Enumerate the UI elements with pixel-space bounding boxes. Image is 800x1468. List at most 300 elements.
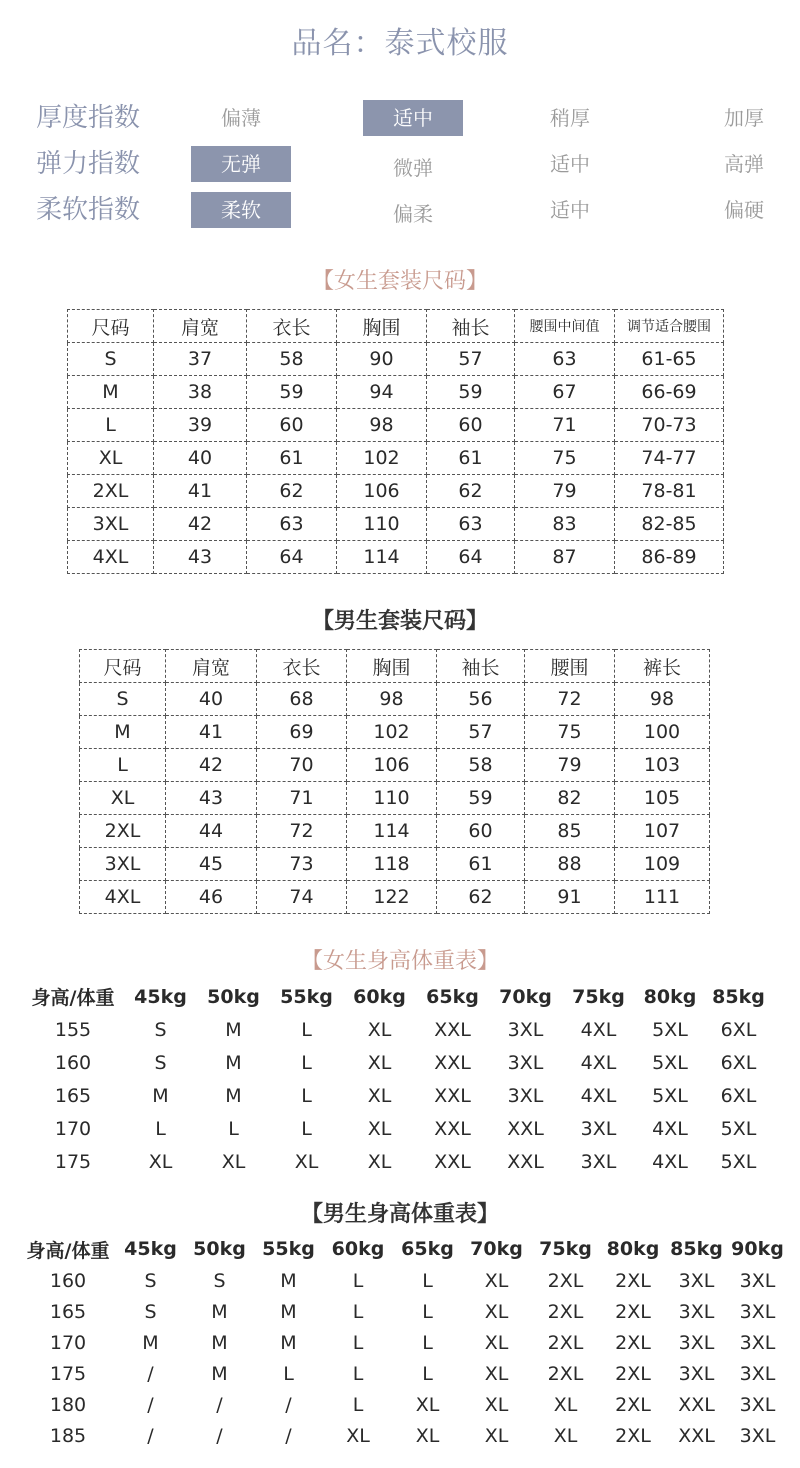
table-row (68, 409, 724, 442)
elasticity-index-row (0, 144, 800, 184)
female-size-title: 【女生套装尺码】 (311, 269, 488, 294)
table-cell: 41 (154, 475, 247, 508)
column-header: 衣长 (247, 310, 337, 343)
table-cell: 5XL (652, 1051, 688, 1074)
table-cell: L (155, 1117, 166, 1140)
table-cell: XL (484, 1362, 509, 1385)
table-cell: 62 (427, 475, 515, 508)
table-cell: XL (415, 1424, 440, 1447)
table-cell: 170 (49, 1331, 87, 1354)
table-cell: M (225, 1018, 242, 1041)
table-cell: 46 (166, 881, 257, 914)
table-cell: 78-81 (615, 475, 724, 508)
table-cell: 64 (247, 541, 337, 574)
table-cell: 86-89 (615, 541, 724, 574)
table-cell: XL (367, 1084, 392, 1107)
table-cell: 4XL (580, 1018, 617, 1041)
index-option: 适中 (550, 152, 590, 176)
table-cell: XXL (507, 1150, 544, 1173)
table-cell: 160 (49, 1269, 87, 1292)
table-cell: 3XL (580, 1117, 617, 1140)
table-cell: L (228, 1117, 239, 1140)
table-cell: XXL (434, 1150, 471, 1173)
table-cell: 160 (54, 1051, 92, 1074)
table-row (80, 848, 710, 881)
table-cell: S (80, 683, 166, 716)
column-header: 65kg (401, 1238, 454, 1260)
table-cell: 42 (154, 508, 247, 541)
table-cell: 106 (337, 475, 427, 508)
table-row (20, 1327, 788, 1358)
table-cell: 58 (247, 343, 337, 376)
table-cell: XL (367, 1150, 392, 1173)
table-cell: XL (346, 1424, 370, 1447)
table-cell: / (147, 1362, 154, 1385)
table-header-row (20, 1233, 788, 1265)
index-option: 偏薄 (221, 106, 261, 130)
table-cell: 110 (337, 508, 427, 541)
table-cell: 88 (525, 848, 615, 881)
column-header: 袖长 (427, 310, 515, 343)
table-cell: L (301, 1117, 312, 1140)
table-cell: L (422, 1300, 433, 1323)
table-cell: M (211, 1300, 228, 1323)
table-cell: M (280, 1331, 297, 1354)
table-row (22, 1013, 772, 1046)
table-row (68, 475, 724, 508)
column-header: 腰围 (525, 650, 615, 683)
table-cell: 63 (515, 343, 615, 376)
table-cell: 56 (437, 683, 525, 716)
table-cell: M (211, 1362, 228, 1385)
table-cell: 61 (427, 442, 515, 475)
table-cell: L (352, 1362, 364, 1385)
table-cell: 5XL (652, 1084, 688, 1107)
table-cell: 2XL (547, 1362, 584, 1385)
table-cell: 2XL (615, 1331, 651, 1354)
table-row (80, 815, 710, 848)
table-cell: XL (553, 1424, 578, 1447)
table-cell: 62 (437, 881, 525, 914)
table-cell: 57 (427, 343, 515, 376)
index-option: 适中 (550, 198, 590, 222)
table-cell: 82-85 (615, 508, 724, 541)
table-cell: 2XL (615, 1362, 651, 1385)
table-cell: 3XL (739, 1424, 776, 1447)
female-hw-title: 【女生身高体重表】 (300, 949, 499, 974)
table-cell: 61-65 (615, 343, 724, 376)
table-cell: L (352, 1300, 364, 1323)
table-cell: 3XL (580, 1150, 617, 1173)
table-cell: S (154, 1018, 167, 1041)
index-option: 高弹 (724, 152, 764, 176)
table-cell: 165 (49, 1300, 87, 1323)
table-cell: L (422, 1269, 433, 1292)
table-cell: 40 (166, 683, 257, 716)
table-cell: 62 (247, 475, 337, 508)
table-cell: 43 (166, 782, 257, 815)
table-cell: 43 (154, 541, 247, 574)
index-option: 微弹 (393, 156, 433, 180)
table-cell: 40 (154, 442, 247, 475)
table-cell: 106 (347, 749, 437, 782)
column-header: 胸围 (337, 310, 427, 343)
column-header: 身高/体重 (31, 987, 115, 1009)
table-cell: 3XL (739, 1393, 776, 1416)
table-row (22, 1079, 772, 1112)
table-row (20, 1265, 788, 1296)
male-hw-table (20, 1233, 788, 1451)
table-cell: L (352, 1269, 364, 1292)
female-hw-table (22, 980, 772, 1178)
index-option: 稍厚 (550, 106, 590, 130)
table-cell: 2XL (547, 1300, 584, 1323)
column-header: 肩宽 (166, 650, 257, 683)
table-cell: 3XL (68, 508, 154, 541)
table-cell: 75 (515, 442, 615, 475)
table-cell: 38 (154, 376, 247, 409)
table-cell: 170 (54, 1117, 92, 1140)
column-header: 袖长 (437, 650, 525, 683)
softness-index-row (0, 190, 800, 230)
table-cell: 110 (347, 782, 437, 815)
table-row (68, 508, 724, 541)
table-cell: 2XL (68, 475, 154, 508)
table-cell: 69 (257, 716, 347, 749)
index-label: 柔软指数 (36, 195, 141, 225)
column-header: 衣长 (257, 650, 347, 683)
table-cell: 3XL (507, 1084, 544, 1107)
table-cell: 3XL (507, 1051, 544, 1074)
table-cell: M (68, 376, 154, 409)
table-cell: / (216, 1393, 223, 1416)
table-cell: 74 (257, 881, 347, 914)
table-cell: 109 (615, 848, 710, 881)
table-cell: 60 (437, 815, 525, 848)
column-header: 50kg (207, 985, 260, 1008)
table-cell: / (147, 1393, 154, 1416)
table-cell: 5XL (652, 1018, 688, 1041)
table-header-row (68, 310, 724, 343)
column-header: 75kg (539, 1238, 592, 1260)
index-option: 无弹 (191, 146, 291, 182)
table-cell: 4XL (652, 1117, 688, 1140)
table-cell: 90 (337, 343, 427, 376)
table-cell: 63 (247, 508, 337, 541)
table-cell: 2XL (615, 1393, 651, 1416)
table-cell: M (152, 1084, 169, 1107)
table-cell: 6XL (720, 1084, 757, 1107)
table-cell: L (352, 1393, 364, 1416)
table-cell: 2XL (615, 1269, 651, 1292)
table-cell: 63 (427, 508, 515, 541)
table-cell: M (280, 1269, 297, 1292)
column-header: 尺码 (80, 650, 166, 683)
column-header: 65kg (426, 985, 479, 1008)
table-header-row (80, 650, 710, 683)
column-header: 70kg (470, 1238, 523, 1260)
column-header: 85kg (670, 1238, 723, 1260)
table-cell: XL (484, 1393, 509, 1416)
table-row (80, 881, 710, 914)
table-row (22, 1112, 772, 1145)
male-size-title: 【男生套装尺码】 (311, 609, 488, 634)
index-option: 偏柔 (393, 202, 433, 226)
thickness-index-row (0, 98, 800, 138)
table-cell: 105 (615, 782, 710, 815)
table-cell: 2XL (547, 1269, 584, 1292)
table-cell: 175 (49, 1362, 87, 1385)
table-cell: L (301, 1084, 312, 1107)
column-header: 肩宽 (154, 310, 247, 343)
table-cell: 100 (615, 716, 710, 749)
table-cell: 3XL (739, 1269, 776, 1292)
table-cell: 68 (257, 683, 347, 716)
table-cell: 3XL (678, 1331, 715, 1354)
table-cell: 98 (337, 409, 427, 442)
table-cell: 75 (525, 716, 615, 749)
table-cell: 61 (247, 442, 337, 475)
table-row (20, 1358, 788, 1389)
table-cell: 67 (515, 376, 615, 409)
table-cell: 98 (347, 683, 437, 716)
table-cell: 79 (515, 475, 615, 508)
table-cell: 4XL (652, 1150, 688, 1173)
table-cell: 6XL (720, 1051, 757, 1074)
table-cell: 103 (615, 749, 710, 782)
table-cell: L (80, 749, 166, 782)
table-cell: 58 (437, 749, 525, 782)
table-cell: 3XL (739, 1331, 776, 1354)
table-cell: XL (484, 1269, 509, 1292)
table-cell: L (301, 1018, 312, 1041)
table-cell: / (216, 1424, 223, 1447)
table-cell: 3XL (739, 1362, 776, 1385)
table-cell: 71 (257, 782, 347, 815)
table-cell: 5XL (720, 1150, 757, 1173)
table-cell: 3XL (739, 1300, 776, 1323)
table-cell: L (352, 1331, 364, 1354)
table-row (80, 749, 710, 782)
table-cell: XL (367, 1117, 392, 1140)
table-cell: 2XL (80, 815, 166, 848)
table-cell: XL (553, 1393, 578, 1416)
index-label: 厚度指数 (36, 103, 141, 133)
table-cell: 45 (166, 848, 257, 881)
table-cell: 3XL (507, 1018, 544, 1041)
column-header: 55kg (262, 1238, 315, 1260)
table-cell: 70-73 (615, 409, 724, 442)
table-cell: 3XL (678, 1300, 715, 1323)
table-cell: 118 (347, 848, 437, 881)
table-cell: 70 (257, 749, 347, 782)
table-cell: 2XL (547, 1331, 584, 1354)
table-cell: XL (294, 1150, 319, 1173)
column-header: 裤长 (615, 650, 710, 683)
column-header: 调节适合腰围 (615, 310, 724, 343)
table-cell: M (211, 1331, 228, 1354)
column-header: 胸围 (347, 650, 437, 683)
table-cell: 39 (154, 409, 247, 442)
index-option: 适中 (363, 100, 463, 136)
table-cell: 59 (247, 376, 337, 409)
table-cell: M (142, 1331, 159, 1354)
table-cell: 91 (525, 881, 615, 914)
table-cell: 87 (515, 541, 615, 574)
table-cell: 111 (615, 881, 710, 914)
index-option: 加厚 (724, 106, 764, 130)
table-cell: XXL (434, 1018, 471, 1041)
table-row (68, 343, 724, 376)
table-row (80, 782, 710, 815)
table-row (20, 1389, 788, 1420)
table-cell: 85 (525, 815, 615, 848)
table-cell: S (213, 1269, 226, 1292)
table-cell: 59 (437, 782, 525, 815)
column-header: 85kg (712, 985, 765, 1008)
table-cell: M (225, 1051, 242, 1074)
table-cell: 114 (337, 541, 427, 574)
table-cell: XXL (434, 1051, 471, 1074)
table-cell: 185 (49, 1424, 87, 1447)
table-cell: 72 (257, 815, 347, 848)
table-cell: XL (415, 1393, 440, 1416)
table-header-row (22, 980, 772, 1013)
table-cell: S (144, 1300, 157, 1323)
table-cell: S (68, 343, 154, 376)
column-header: 60kg (331, 1238, 385, 1260)
table-cell: XXL (434, 1084, 471, 1107)
table-cell: 83 (515, 508, 615, 541)
table-cell: 64 (427, 541, 515, 574)
table-row (68, 442, 724, 475)
table-cell: L (422, 1362, 433, 1385)
column-header: 55kg (280, 985, 333, 1008)
table-cell: XL (221, 1150, 246, 1173)
table-cell: M (80, 716, 166, 749)
table-cell: 155 (54, 1018, 92, 1041)
table-cell: 4XL (580, 1051, 617, 1074)
table-cell: XL (367, 1018, 392, 1041)
table-cell: 5XL (720, 1117, 757, 1140)
table-cell: L (283, 1362, 294, 1385)
table-cell: 3XL (678, 1269, 715, 1292)
table-cell: XL (484, 1300, 509, 1323)
column-header: 50kg (193, 1238, 246, 1260)
index-option: 偏硬 (724, 198, 764, 222)
table-cell: 41 (166, 716, 257, 749)
table-cell: 37 (154, 343, 247, 376)
table-cell: 82 (525, 782, 615, 815)
table-cell: / (147, 1424, 154, 1447)
table-row (68, 541, 724, 574)
column-header: 45kg (134, 985, 187, 1008)
table-cell: M (280, 1300, 297, 1323)
table-cell: XXL (678, 1424, 715, 1447)
table-cell: 3XL (80, 848, 166, 881)
table-cell: L (68, 409, 154, 442)
table-cell: 6XL (720, 1018, 757, 1041)
table-cell: 102 (347, 716, 437, 749)
column-header: 身高/体重 (26, 1239, 110, 1262)
table-cell: S (144, 1269, 157, 1292)
table-row (68, 376, 724, 409)
table-row (22, 1046, 772, 1079)
table-row (80, 683, 710, 716)
page-title: 品名：泰式校服 (291, 26, 509, 61)
table-cell: 114 (347, 815, 437, 848)
table-cell: 2XL (615, 1300, 651, 1323)
table-row (20, 1296, 788, 1327)
table-cell: XL (484, 1331, 509, 1354)
table-cell: S (154, 1051, 167, 1074)
column-header: 腰围中间值 (515, 310, 615, 343)
table-cell: 74-77 (615, 442, 724, 475)
column-header: 60kg (353, 985, 406, 1008)
table-cell: 72 (525, 683, 615, 716)
column-header: 尺码 (68, 310, 154, 343)
table-cell: XL (80, 782, 166, 815)
table-row (22, 1145, 772, 1178)
table-cell: 79 (525, 749, 615, 782)
table-cell: 61 (437, 848, 525, 881)
table-cell: 2XL (615, 1424, 651, 1447)
table-cell: 3XL (678, 1362, 715, 1385)
table-cell: 60 (427, 409, 515, 442)
table-cell: 165 (54, 1084, 92, 1107)
table-cell: 71 (515, 409, 615, 442)
table-cell: 44 (166, 815, 257, 848)
column-header: 80kg (606, 1238, 660, 1260)
table-row (80, 716, 710, 749)
table-cell: / (285, 1393, 292, 1416)
table-cell: 102 (337, 442, 427, 475)
table-cell: XL (148, 1150, 173, 1173)
column-header: 75kg (572, 985, 625, 1008)
table-cell: 98 (615, 683, 710, 716)
table-cell: 59 (427, 376, 515, 409)
table-cell: L (422, 1331, 433, 1354)
index-label: 弹力指数 (36, 149, 141, 179)
table-cell: 42 (166, 749, 257, 782)
column-header: 45kg (124, 1238, 177, 1260)
table-cell: 4XL (68, 541, 154, 574)
table-cell: 4XL (580, 1084, 617, 1107)
table-cell: 180 (49, 1393, 87, 1416)
column-header: 80kg (643, 985, 697, 1008)
table-cell: 107 (615, 815, 710, 848)
table-cell: XXL (678, 1393, 715, 1416)
table-cell: 60 (247, 409, 337, 442)
table-cell: XXL (507, 1117, 544, 1140)
male-hw-title: 【男生身高体重表】 (300, 1202, 499, 1227)
table-cell: 57 (437, 716, 525, 749)
table-cell: XL (367, 1051, 392, 1074)
table-cell: 73 (257, 848, 347, 881)
table-cell: L (301, 1051, 312, 1074)
table-cell: 175 (54, 1150, 92, 1173)
table-cell: 122 (347, 881, 437, 914)
table-row (20, 1420, 788, 1451)
table-cell: 66-69 (615, 376, 724, 409)
table-cell: / (285, 1424, 292, 1447)
table-cell: XL (68, 442, 154, 475)
table-cell: 94 (337, 376, 427, 409)
column-header: 70kg (499, 985, 552, 1008)
table-cell: M (225, 1084, 242, 1107)
column-header: 90kg (731, 1238, 784, 1260)
table-cell: XL (484, 1424, 509, 1447)
